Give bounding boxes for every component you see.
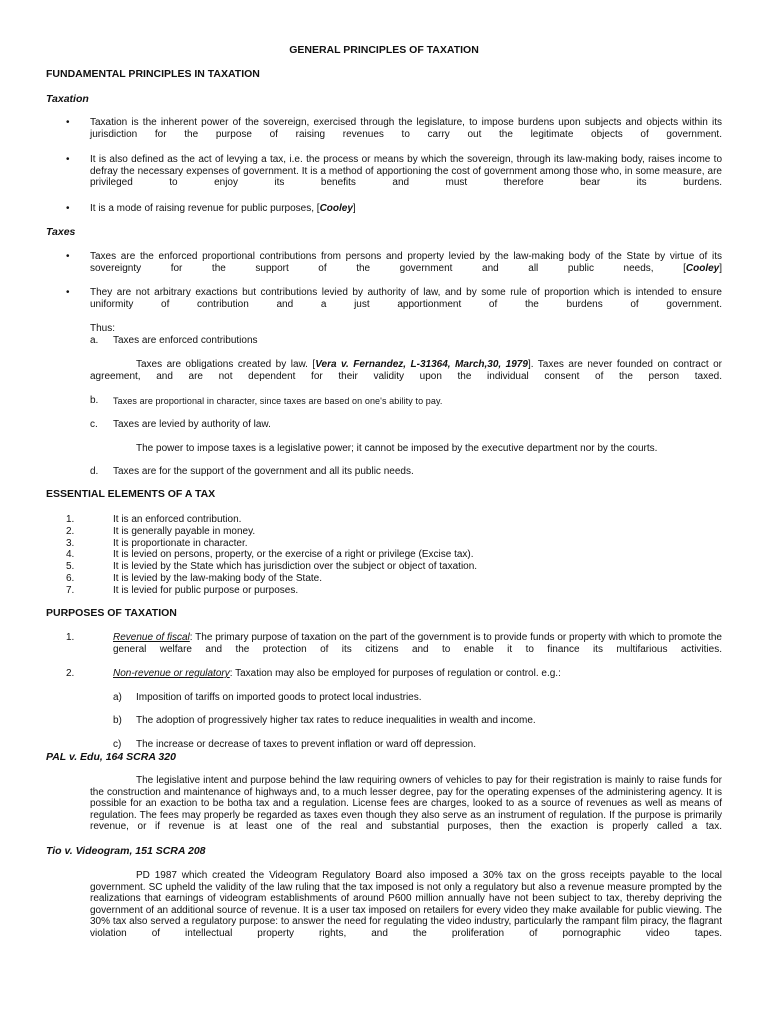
purpose-1: Revenue of fiscal: The primary purpose of taxation on the part of the government is to provide funds or property with which to promote the general welfare and the protection of its citizens and to enable it to finance its multifarious activities.: [113, 632, 722, 655]
item-c-letter: c.: [90, 419, 98, 430]
taxation-bullet-1: Taxation is the inherent power of the sovereign, exercised through the legislature, to impose burdens upon subjects and objects within its jurisdiction for the purpose of raising revenues to carry out the legitimate objects of government.: [90, 117, 722, 140]
page-title: GENERAL PRINCIPLES OF TAXATION: [289, 44, 479, 56]
element-item: 3. It is proportionate in character.: [66, 538, 248, 549]
taxes-bullet-2: They are not arbitrary exactions but contributions levied by authority of law, and by some rule of proportion which is intended to ensure uniformity of contribution and a just apportionment of the burdens of government.: [90, 287, 722, 310]
case-pal-heading: PAL v. Edu, 164 SCRA 320: [46, 751, 176, 763]
taxes-bullet-1: Taxes are the enforced proportional contributions from persons and property levied by the law-making body of the State by virtue of its sovereignty for the support of the government and all public needs, [Cooley]: [90, 251, 722, 274]
heading-elements: ESSENTIAL ELEMENTS OF A TAX: [46, 488, 216, 500]
purpose-2: Non-revenue or regulatory: Taxation may also be employed for purposes of regulation or control. e.g.:: [113, 668, 561, 679]
item-a-letter: a.: [90, 335, 99, 346]
heading-purposes: PURPOSES OF TAXATION: [46, 607, 177, 619]
sub-a: Imposition of tariffs on imported goods to protect local industries.: [136, 692, 422, 703]
element-item: 4. It is levied on persons, property, or the exercise of a right or privilege (Excise tax).: [66, 549, 474, 560]
element-item: 1. It is an enforced contribution.: [66, 514, 242, 525]
heading-fundamental: FUNDAMENTAL PRINCIPLES IN TAXATION: [46, 68, 260, 80]
element-item: 2. It is generally payable in money.: [66, 526, 256, 537]
sub-b-letter: b): [113, 715, 122, 726]
purpose-2-num: 2.: [66, 668, 75, 679]
item-a: Taxes are enforced contributions: [113, 335, 258, 346]
bullet-icon: •: [66, 154, 70, 165]
subheading-taxation: Taxation: [46, 93, 89, 105]
thus-label: Thus:: [90, 323, 116, 334]
item-d: Taxes are for the support of the government and all its public needs.: [113, 466, 414, 477]
bullet-icon: •: [66, 287, 70, 298]
subheading-taxes: Taxes: [46, 226, 76, 238]
item-b: Taxes are proportional in character, since taxes are based on one's ability to pay.: [113, 396, 443, 406]
element-item: 7. It is levied for public purpose or purposes.: [66, 585, 299, 596]
item-d-letter: d.: [90, 466, 99, 477]
item-a-paragraph: Taxes are obligations created by law. [Vera v. Fernandez, L-31364, March,30, 1979]. Taxes are never founded on contract or agreement, and are not dependent for their validity upon the individual consent of the person taxed.: [90, 359, 723, 382]
sub-b: The adoption of progressively higher tax rates to reduce inequalities in wealth and income.: [136, 715, 536, 726]
item-b-letter: b.: [90, 395, 99, 406]
case-tio-text: PD 1987 which created the Videogram Regulatory Board also imposed a 30% tax on the gross receipts payable to the local government. SC upheld the validity of the law ruling that the tax imposed is not only a regulatory but also a revenue measure prompted by the realizations that earnings of videogram establishments of around P600 million annually have not been subject to tax, thereby depriving the government of an additional source of revenue. It is a user tax imposed on retailers for every video they make available for public viewing. The 30% tax also served a regulatory purpose: to answer the need for regulating the video industry, particularly the rampant film piracy, the flagrant violation of intellectual property rights, and the proliferation of pornographic video tapes.: [90, 870, 722, 939]
sub-c-letter: c): [113, 739, 122, 750]
sub-c: The increase or decrease of taxes to prevent inflation or ward off depression.: [136, 739, 477, 750]
purpose-1-num: 1.: [66, 632, 75, 643]
item-c: Taxes are levied by authority of law.: [113, 419, 271, 430]
taxation-bullet-2: It is also defined as the act of levying a tax, i.e. the process or means by which the sovereign, through its law-making body, raises income to defray the necessary expenses of government. It is a method of apportioning the cost of government among those who, in some measure, are privileged to enjoy its benefits and must therefore bear its burdens.: [90, 154, 722, 189]
item-c-paragraph: The power to impose taxes is a legislative power; it cannot be imposed by the executive department nor by the courts.: [136, 443, 658, 454]
element-item: 6. It is levied by the law-making body of the State.: [66, 573, 322, 584]
element-item: 5. It is levied by the State which has jurisdiction over the subject or object of taxation.: [66, 561, 478, 572]
taxation-bullet-3: It is a mode of raising revenue for public purposes, [Cooley]: [90, 203, 356, 214]
bullet-icon: •: [66, 117, 70, 128]
case-pal-text: The legislative intent and purpose behind the law requiring owners of vehicles to pay for their registration is mainly to raise funds for the construction and maintenance of highways and, to a much lesser degree, pay for the operating expenses of the administering agency. It is possible for an exaction to be botha tax and a regulation. License fees are charges, looked to as a source of revenues as well as means of regulation. The fees may properly be regarded as taxes even though they also serve as an instrument of regulation. If the purpose is primarily revenue, or if revenue is at least one of the real and substantial purposes, then the exaction is properly called a tax.: [90, 775, 722, 833]
sub-a-letter: a): [113, 692, 122, 703]
case-tio-heading: Tio v. Videogram, 151 SCRA 208: [46, 845, 206, 857]
bullet-icon: •: [66, 251, 70, 262]
bullet-icon: •: [66, 203, 70, 214]
